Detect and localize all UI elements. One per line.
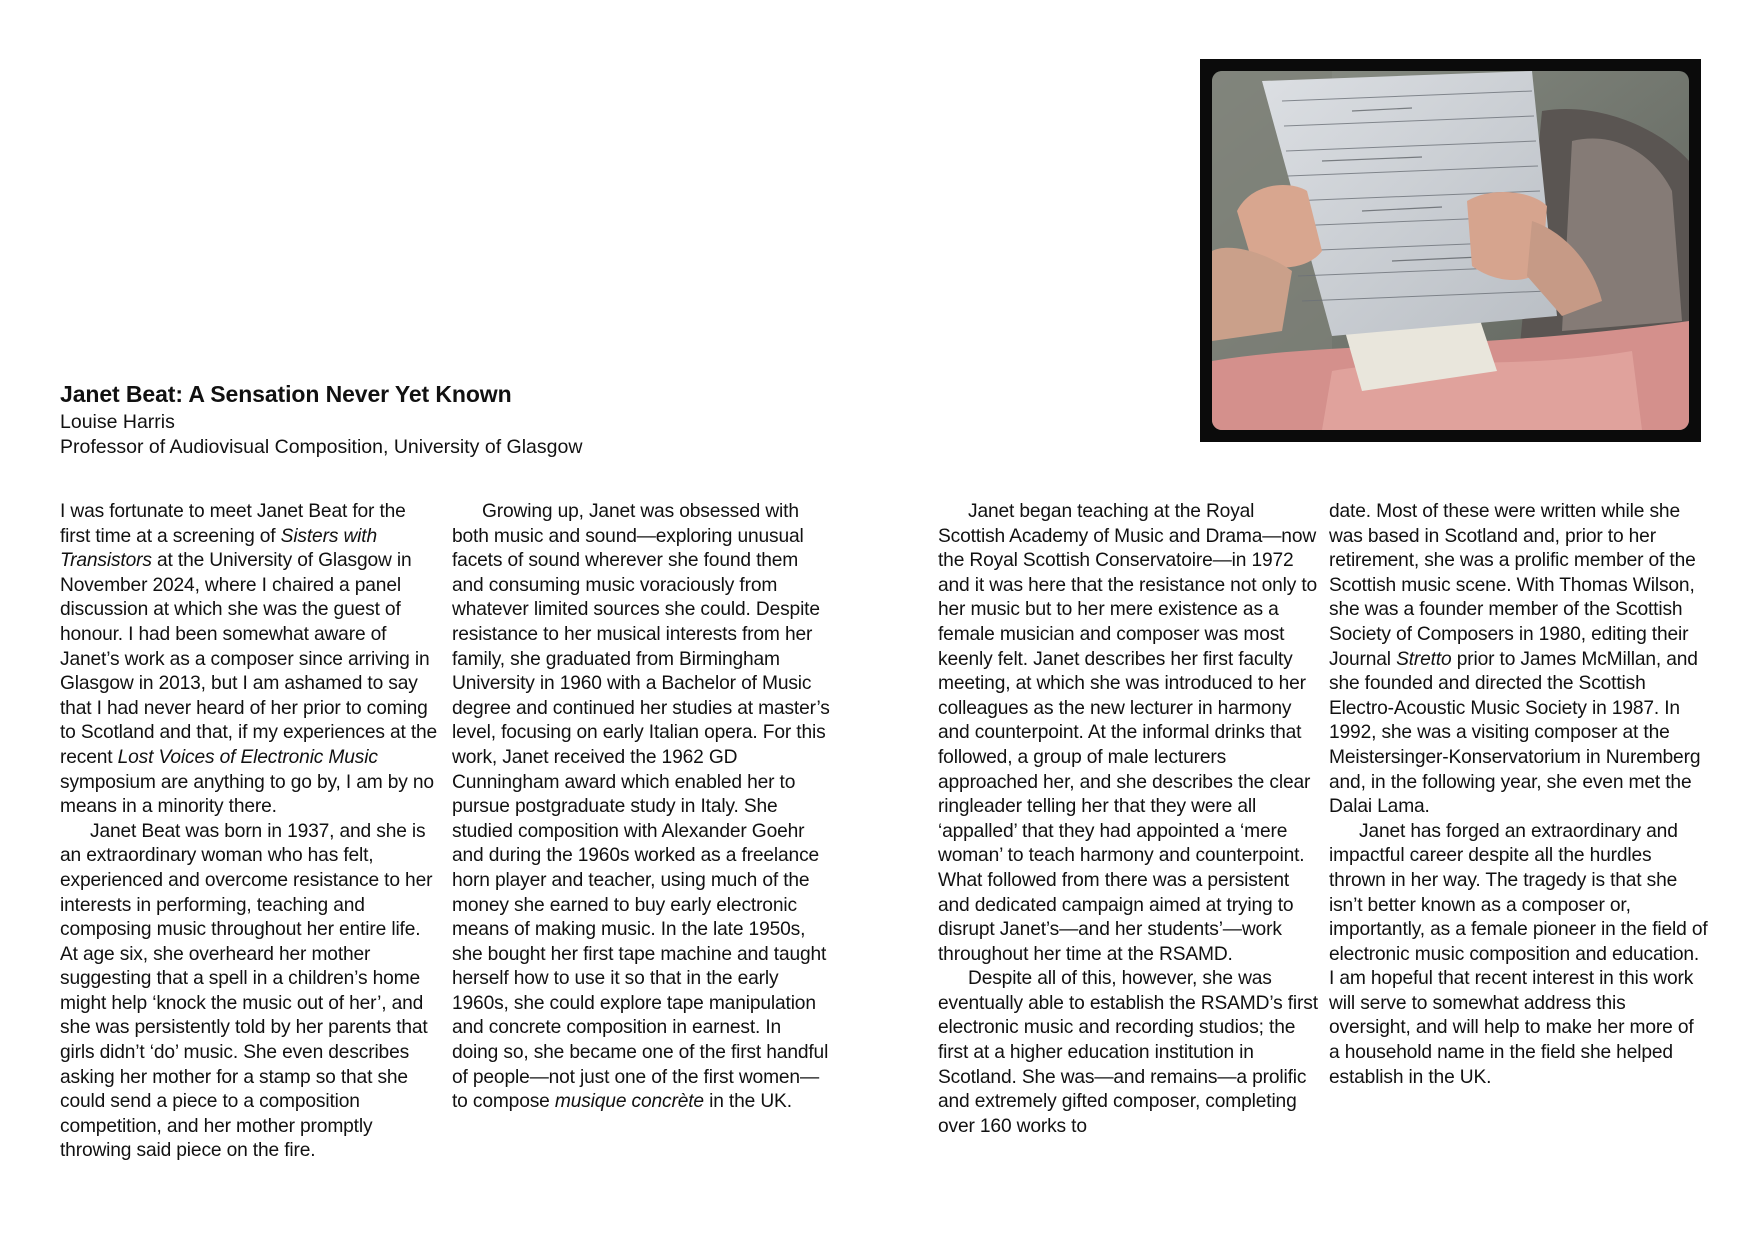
paragraph: Despite all of this, however, she was eventually able to establish the RSAMD’s first electronic music and recording studios; the first at a higher education institution in Scotland. She was—and remains—a prolific and extremely gifted composer, completing over 160 works to (938, 968, 1318, 1137)
symposium-title: Lost Voices of Electronic Music (117, 746, 378, 768)
text-run: in the UK. (703, 1091, 792, 1113)
text-column-1 (60, 500, 440, 1164)
author-affiliation: Professor of Audiovisual Composition, University of Glasgow (60, 436, 583, 458)
text-run: symposium are anything to go by, I am by no means in a minority there. (60, 771, 434, 818)
text-column-2 (452, 500, 832, 1115)
text-column-3 (938, 500, 1318, 1139)
text-run: Growing up, Janet was obsessed with both music and sound—exploring unusual facets of sound wherever she found them and consuming music voraciously from whatever limited sources she could. Despite resistance to her musical interests from her family, she graduated from Birmingham University in 1960 with a Bachelor of Music degree and continued her studies at master’s level, focusing on early Italian opera. For this work, Janet received the 1962 GD Cunningham award which enabled her to pursue postgraduate study in Italy. She studied composition with Alexander Goehr and during the 1960s worked as a freelance horn player and teacher, using much of the money she earned to buy early electronic means of making music. In the late 1950s, she bought her first tape machine and taught herself how to use it so that in the early 1960s, she could explore tape manipulation and concrete composition in earnest. In doing so, she became one of the first handful of people—not just one of the first women—to compose (452, 501, 830, 1113)
text-run: prior to James McMillan, and she founded and directed the Scottish Electro-Acoustic Music Society in 1987. In 1992, she was a visiting composer at the Meistersinger-Konservatorium in Nuremberg and, in the following year, she even met the Dalai Lama. (1329, 648, 1701, 818)
score-photo (1200, 59, 1701, 442)
score-photo-image (1212, 71, 1689, 430)
paragraph: Janet began teaching at the Royal Scottish Academy of Music and Drama—now the Royal Scottish Conservatoire—in 1972 and it was here that the resistance not only to her music but to her mere existence as a female musician and composer was most keenly felt. Janet describes her first faculty meeting, at which she was introduced to her colleagues as the new lecturer in harmony and counterpoint. At the informal drinks that followed, a group of male lecturers approached her, and she describes the clear ringleader telling her that they were all ‘appalled’ that they had appointed a ‘mere woman’ to teach harmony and counterpoint. What followed from there was a persistent and dedicated campaign aimed at trying to disrupt Janet’s—and her students’—work throughout her time at the RSAMD. (938, 501, 1318, 965)
author-name: Louise Harris (60, 411, 175, 433)
text-run: date. Most of these were written while she was based in Scotland and, prior to her retirement, she was a prolific member of the Scottish music scene. With Thomas Wilson, she was a founder member of the Scottish Society of Composers in 1980, editing their Journal (1329, 501, 1696, 670)
text-column-4 (1329, 500, 1709, 1090)
text-run: I was fortunate to meet Janet Beat for the first time at a screening of (60, 501, 406, 547)
journal-title: Stretto (1396, 648, 1452, 670)
paragraph: Janet has forged an extraordinary and impactful career despite all the hurdles thrown in her way. The tragedy is that she isn’t better known as a composer or, importantly, as a female pioneer in the field of electronic music composition and education. I am hopeful that recent interest in this work will serve to somewhat address this oversight, and will help to make her more of a household name in the field she helped establish in the UK. (1329, 820, 1708, 1088)
film-title: Sisters with Transistors (60, 525, 377, 572)
paragraph: Janet Beat was born in 1937, and she is an extraordinary woman who has felt, experienced and overcome resistance to her interests in performing, teaching and composing music throughout her entire life. At age six, she overheard her mother suggesting that a spell in a children’s home might help ‘knock the music out of her’, and she was persistently told by her parents that girls didn’t ‘do’ music. She even describes asking her mother for a stamp so that she could send a piece to a composition competition, and her mother promptly throwing said piece on the fire. (60, 820, 433, 1162)
paragraph (60, 500, 440, 820)
genre-term: musique concrète (554, 1091, 704, 1113)
paragraph (1329, 500, 1709, 820)
article-title: Janet Beat: A Sensation Never Yet Known (60, 381, 512, 407)
text-run: at the University of Glasgow in November 2024, where I chaired a panel discussion at which she was the guest of honour. I had been somewhat aware of Janet’s work as a composer since arriving in Glasgow in 2013, but I am ashamed to say that I had never heard of her prior to coming to Scotland and that, if my experiences at the recent (60, 550, 438, 768)
paragraph (452, 500, 832, 1115)
